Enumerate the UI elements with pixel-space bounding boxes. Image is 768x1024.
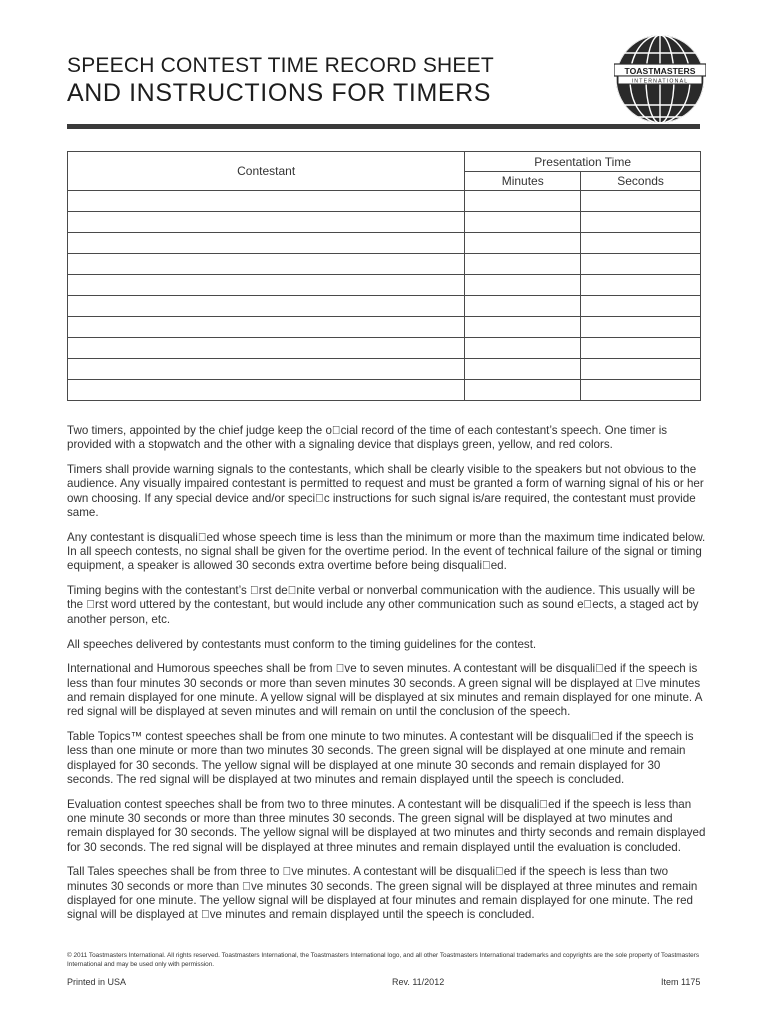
revision-label: Rev. 11/2012	[392, 977, 445, 987]
seconds-cell[interactable]	[581, 338, 701, 359]
table-row	[68, 296, 701, 317]
item-number-label: Item 1175	[661, 977, 701, 987]
seconds-cell[interactable]	[581, 296, 701, 317]
contestant-cell[interactable]	[68, 212, 465, 233]
instruction-paragraph: All speeches delivered by contestants must conform to the timing guidelines for the contest.	[67, 637, 537, 651]
table-row	[68, 359, 701, 380]
instruction-paragraph: Two timers, appointed by the chief judge keep the o cial record of the time of each contestant’s speech. One timer is provided with a stopwatch and the other with a signaling device that displays green, yellow, and red colors.	[67, 424, 668, 452]
minutes-cell[interactable]	[465, 233, 581, 254]
contestant-cell[interactable]	[68, 254, 465, 275]
contestant-cell[interactable]	[68, 233, 465, 254]
table-row	[68, 212, 701, 233]
minutes-cell[interactable]	[465, 338, 581, 359]
minutes-cell[interactable]	[465, 317, 581, 338]
contestant-cell[interactable]	[68, 296, 465, 317]
time-record-table	[67, 151, 701, 401]
instruction-paragraph: Timing begins with the contestant’s  rst de nite verbal or nonverbal communication with the audience. This usually will be the  rst word uttered by the contestant, but would include any other communication such as sound e ects, a staged act by another person, etc.	[67, 584, 699, 626]
copyright-notice: © 2011 Toastmasters International. All rights reserved. Toastmasters International, the Toastmasters International logo, and all other Toastmasters International trademarks and copyrights are the sole property of Toastmasters International and may be used only with permission.	[67, 952, 700, 968]
seconds-cell[interactable]	[581, 212, 701, 233]
instruction-paragraph: Evaluation contest speeches shall be from two to three minutes. A contestant will be disquali ed if the speech is less than one minute 30 seconds or more than three minutes 30 seconds. The green signal will be displayed at two minutes and remain displayed for 30 seconds. The yellow signal will be displayed at two minutes and thirty seconds and remain displayed for 30 seconds. The red signal will be displayed at three minutes and remain displayed until the evaluation is concluded.	[67, 797, 706, 854]
seconds-header: Seconds	[581, 172, 701, 191]
minutes-cell[interactable]	[465, 359, 581, 380]
seconds-cell[interactable]	[581, 359, 701, 380]
printed-in-label: Printed in USA	[67, 977, 127, 987]
minutes-cell[interactable]	[465, 275, 581, 296]
seconds-cell[interactable]	[581, 254, 701, 275]
minutes-cell[interactable]	[465, 380, 581, 401]
instruction-paragraph: Any contestant is disquali ed whose speech time is less than the minimum or more than the maximum time indicated below. In all speech contests, no signal shall be given for the overtime period. In the event of technical failure of the signal or timing equipment, a speaker is allowed 30 seconds extra overtime before being disquali ed.	[67, 530, 706, 573]
instruction-paragraph: International and Humorous speeches shall be from  ve to seven minutes. A contestant will be disquali ed if the speech is less than four minutes 30 seconds or more than seven minutes 30 seconds. A green signal will be displayed at  ve minutes and remain displayed for one minute. A yellow signal will be displayed at six minutes and remain displayed for one minute. A red signal will be displayed at seven minutes and will remain on until the conclusion of the speech.	[67, 662, 702, 719]
title-line-2: AND INSTRUCTIONS FOR TIMERS	[67, 79, 492, 107]
contestant-cell[interactable]	[68, 275, 465, 296]
instruction-paragraph: Timers shall provide warning signals to the contestants, which shall be clearly visible to the speakers but not obvious to the audience. Any visually impaired contestant is permitted to request and must be granted a form of warning signal of his or her own choosing. If any special device and/or speci c instructions for such signal is/are required, the contestant must provide same.	[67, 463, 704, 519]
logo-text-main: TOASTMASTERS	[624, 66, 696, 76]
toastmasters-logo	[614, 33, 706, 125]
contestant-cell[interactable]	[68, 380, 465, 401]
seconds-cell[interactable]	[581, 233, 701, 254]
table-row	[68, 254, 701, 275]
minutes-header: Minutes	[465, 172, 581, 191]
contestant-header: Contestant	[68, 152, 465, 191]
contestant-cell[interactable]	[68, 317, 465, 338]
seconds-cell[interactable]	[581, 380, 701, 401]
table-row	[68, 233, 701, 254]
table-row	[68, 380, 701, 401]
table-row	[68, 275, 701, 296]
presentation-time-header: Presentation Time	[465, 152, 701, 172]
table-row	[68, 191, 701, 212]
minutes-cell[interactable]	[465, 296, 581, 317]
seconds-cell[interactable]	[581, 275, 701, 296]
seconds-cell[interactable]	[581, 317, 701, 338]
table-row	[68, 338, 701, 359]
seconds-cell[interactable]	[581, 191, 701, 212]
minutes-cell[interactable]	[465, 212, 581, 233]
minutes-cell[interactable]	[465, 254, 581, 275]
contestant-cell[interactable]	[68, 359, 465, 380]
header-rule	[67, 124, 700, 129]
table-row	[68, 317, 701, 338]
instruction-paragraph: Table Topics™ contest speeches shall be from one minute to two minutes. A contestant will be disquali ed if the speech is less than one minute or more than two minutes 30 seconds. The green signal will be displayed at one minute and remain displayed for 30 seconds. The yellow signal will be displayed at one minute 30 seconds and remain displayed for 30 seconds. The red signal will be displayed at two minutes and remain displayed until the speech is concluded.	[67, 730, 694, 786]
logo-text-sub: INTERNATIONAL	[631, 78, 689, 85]
timer-instructions	[67, 424, 707, 933]
instruction-paragraph: Tall Tales speeches shall be from three to  ve minutes. A contestant will be disquali ed if the speech is less than two minutes 30 seconds or more than  ve minutes 30 seconds. The green signal will be displayed at three minutes and remain displayed for one minute. The yellow signal will be displayed at four minutes and remain displayed for one minute. The red signal will be displayed at  ve minutes and remain displayed until the speech is concluded.	[67, 865, 698, 922]
contestant-cell[interactable]	[68, 191, 465, 212]
title-line-1: SPEECH CONTEST TIME RECORD SHEET	[67, 54, 494, 77]
minutes-cell[interactable]	[465, 191, 581, 212]
contestant-cell[interactable]	[68, 338, 465, 359]
